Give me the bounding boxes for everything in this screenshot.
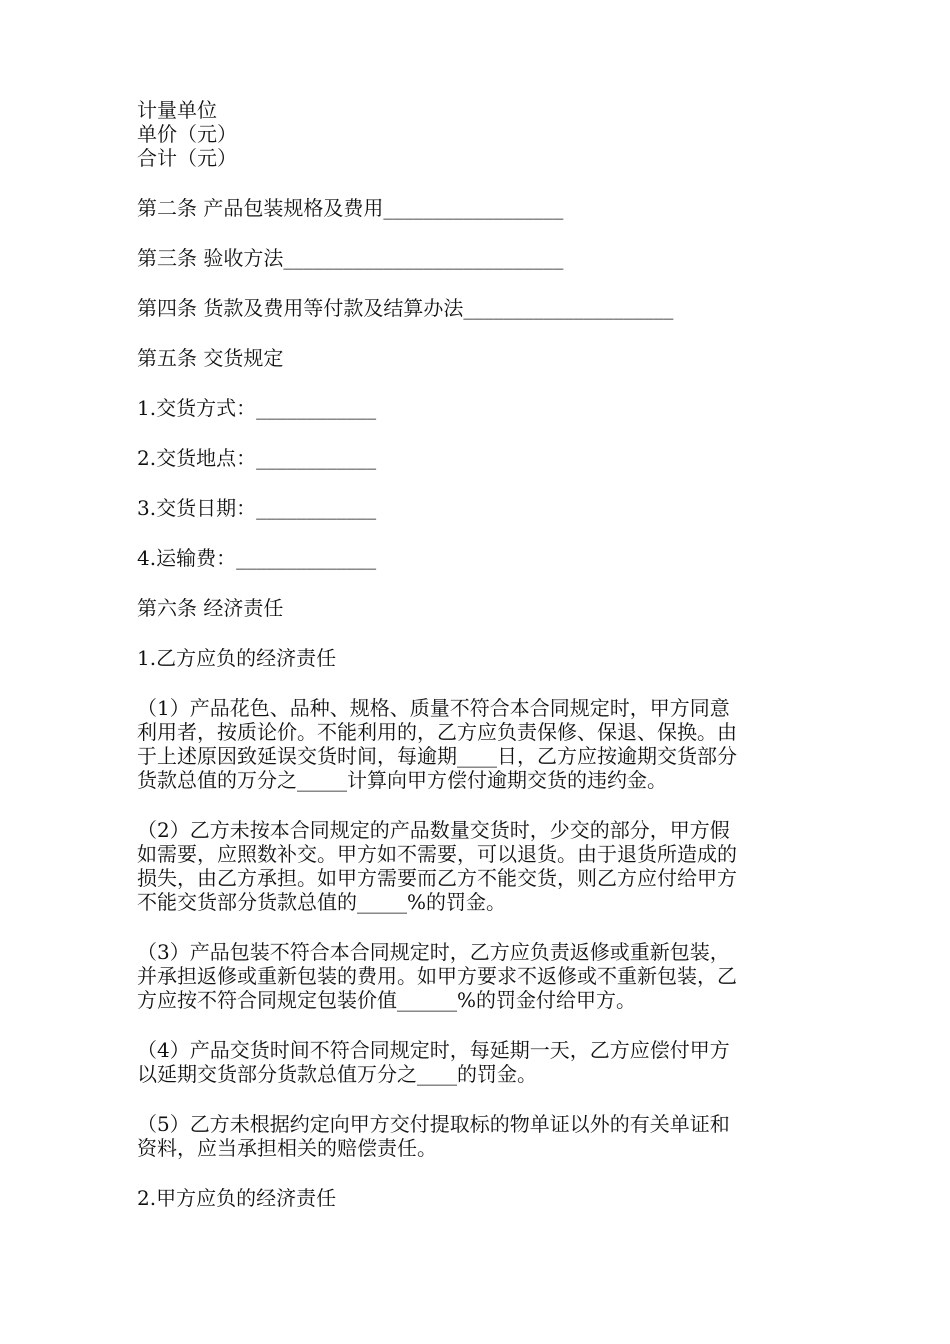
total-label: 合计（元） (137, 146, 237, 170)
clause-4-line: 以延期交货部分货款总值万分之____的罚金。 (137, 1062, 537, 1086)
clause-2-line: 损失，由乙方承担。如甲方需要而乙方不能交货，则乙方应付给甲方 (137, 866, 737, 890)
clause-3-line: 并承担返修或重新包装的费用。如甲方要求不返修或不重新包装，乙 (137, 964, 737, 988)
party-b-liability-heading: 1.乙方应负的经济责任 (137, 646, 337, 670)
clause-5 (137, 1112, 817, 1160)
clause-1-line: 货款总值的万分之_____计算向甲方偿付逾期交货的违约金。 (137, 768, 667, 792)
clause-2-line: （2）乙方未按本合同规定的产品数量交货时，少交的部分，甲方假 (137, 818, 730, 842)
contract-page (137, 98, 817, 1210)
clause-1-line: 于上述原因致延误交货时间，每逾期____日，乙方应按逾期交货部分 (137, 744, 737, 768)
delivery-date: 3.交货日期：____________ (137, 496, 377, 520)
party-a-liability-heading: 2.甲方应负的经济责任 (137, 1186, 337, 1210)
unit-label: 计量单位 (137, 98, 217, 122)
delivery-location: 2.交货地点：____________ (137, 446, 377, 470)
clause-5-line: 资料，应当承担相关的赔偿责任。 (137, 1136, 437, 1160)
article-3: 第三条 验收方法____________________________ (137, 246, 564, 270)
transport-fee: 4.运输费：______________ (137, 546, 377, 570)
article-4: 第四条 货款及费用等付款及结算办法_____________________ (137, 296, 674, 320)
clause-2 (137, 818, 817, 914)
article-5-title: 第五条 交货规定 (137, 346, 284, 370)
article-2: 第二条 产品包装规格及费用__________________ (137, 196, 564, 220)
clause-3-line: （3）产品包装不符合本合同规定时，乙方应负责返修或重新包装， (137, 940, 730, 964)
clause-1 (137, 696, 817, 792)
clause-2-line: 不能交货部分货款总值的_____%的罚金。 (137, 890, 507, 914)
article-6-title: 第六条 经济责任 (137, 596, 284, 620)
delivery-method: 1.交货方式：____________ (137, 396, 377, 420)
table-header-labels (137, 98, 817, 170)
clause-1-line: 利用者，按质论价。不能利用的，乙方应负责保修、保退、保换。由 (137, 720, 737, 744)
clause-3 (137, 940, 817, 1012)
clause-2-line: 如需要，应照数补交。甲方如不需要，可以退货。由于退货所造成的 (137, 842, 737, 866)
clause-4 (137, 1038, 817, 1086)
clause-4-line: （4）产品交货时间不符合同规定时，每延期一天，乙方应偿付甲方 (137, 1038, 730, 1062)
unit-price-label: 单价（元） (137, 122, 237, 146)
clause-3-line: 方应按不符合同规定包装价值______%的罚金付给甲方。 (137, 988, 637, 1012)
clause-5-line: （5）乙方未根据约定向甲方交付提取标的物单证以外的有关单证和 (137, 1112, 730, 1136)
clause-1-line: （1）产品花色、品种、规格、质量不符合本合同规定时，甲方同意 (137, 696, 730, 720)
